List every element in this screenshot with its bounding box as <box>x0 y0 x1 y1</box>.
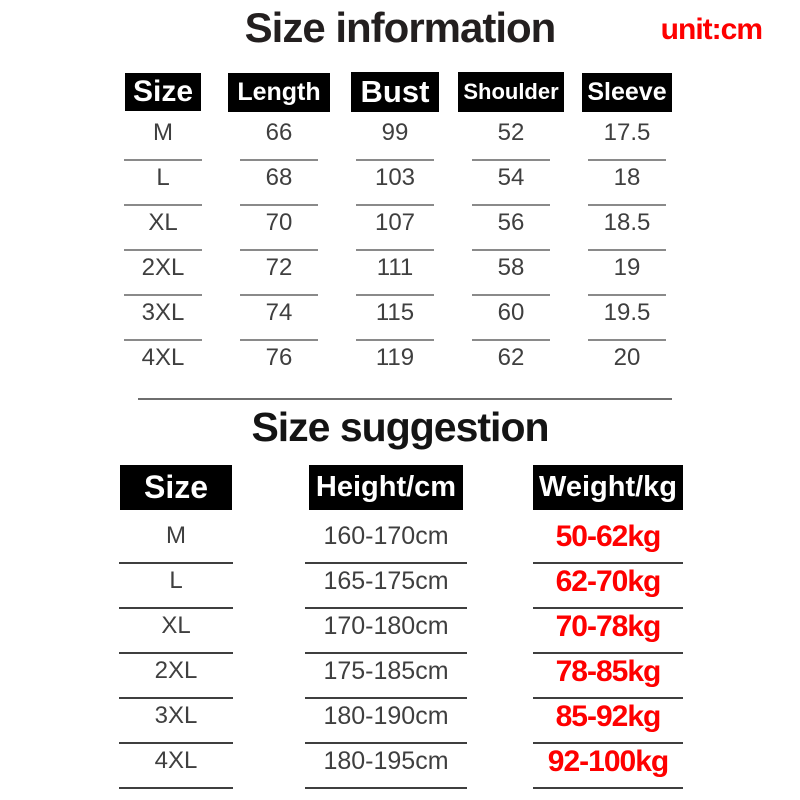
column-header-cell <box>337 68 453 116</box>
table-cell <box>569 206 685 251</box>
column-header-shoulder: Shoulder <box>458 72 563 112</box>
cell-value: 170-180cm <box>323 612 449 640</box>
table-cell <box>453 251 569 296</box>
size-information-header <box>0 0 800 62</box>
row-divider <box>305 787 467 789</box>
cell-value: 60 <box>497 299 525 326</box>
table-cell <box>528 564 688 609</box>
cell-value: 76 <box>265 344 293 371</box>
cell-value: M <box>153 119 173 146</box>
cell-value: 165-175cm <box>323 567 449 595</box>
cell-value: 115 <box>375 299 415 326</box>
column-header-weight: Weight/kg <box>533 465 683 510</box>
cell-value: 103 <box>374 164 416 191</box>
table-cell <box>105 341 221 386</box>
table-cell <box>221 116 337 161</box>
table-cell <box>337 116 453 161</box>
table-cell <box>108 564 244 609</box>
column-header-cell <box>569 68 685 116</box>
table-cell <box>108 744 244 789</box>
column-header-size: Size <box>125 73 201 111</box>
size-information-table <box>105 68 685 386</box>
table-cell <box>528 519 688 564</box>
cell-value: 4XL <box>141 344 185 371</box>
cell-value: 92-100kg <box>547 745 669 778</box>
row-divider <box>119 787 233 789</box>
cell-value: 56 <box>497 209 525 236</box>
table-cell <box>337 341 453 386</box>
table-cell <box>108 609 244 654</box>
cell-value: XL <box>148 209 178 236</box>
cell-value: 52 <box>497 119 525 146</box>
table-cell <box>105 161 221 206</box>
column-header-cell <box>105 68 221 116</box>
table-cell <box>105 251 221 296</box>
cell-value: 72 <box>265 254 293 281</box>
cell-value: 160-170cm <box>323 522 449 550</box>
table-cell <box>244 609 528 654</box>
table-cell <box>244 699 528 744</box>
table-cell <box>337 251 453 296</box>
cell-value: M <box>166 522 186 549</box>
column-header-size: Size <box>120 465 232 510</box>
cell-value: 111 <box>376 254 414 281</box>
table-cell <box>337 296 453 341</box>
table-cell <box>569 341 685 386</box>
table-cell <box>453 206 569 251</box>
table-cell <box>244 564 528 609</box>
cell-value: 19 <box>613 254 641 281</box>
cell-value: 4XL <box>154 747 198 774</box>
cell-value: 50-62kg <box>555 520 661 553</box>
column-header-bust: Bust <box>351 72 440 112</box>
cell-value: 2XL <box>154 657 198 684</box>
cell-value: XL <box>161 612 191 639</box>
table-cell <box>528 699 688 744</box>
table-cell <box>569 116 685 161</box>
cell-value: 54 <box>497 164 525 191</box>
table-cell <box>105 296 221 341</box>
cell-value: L <box>169 567 183 594</box>
cell-value: 74 <box>265 299 293 326</box>
cell-value: 18.5 <box>603 209 651 236</box>
table-cell <box>105 206 221 251</box>
cell-value: 17.5 <box>603 119 651 146</box>
cell-value: 20 <box>613 344 641 371</box>
section-divider <box>138 398 672 400</box>
cell-value: 3XL <box>141 299 185 326</box>
table-cell <box>108 699 244 744</box>
table-cell <box>453 341 569 386</box>
column-header-cell <box>244 461 528 513</box>
column-header-sleeve: Sleeve <box>582 73 671 112</box>
cell-value: 70 <box>265 209 293 236</box>
cell-value: 66 <box>265 119 293 146</box>
table-cell <box>569 161 685 206</box>
cell-value: 99 <box>381 119 409 146</box>
table-cell <box>528 744 688 789</box>
cell-value: L <box>156 164 170 191</box>
cell-value: 175-185cm <box>323 657 449 685</box>
table-cell <box>453 161 569 206</box>
table-cell <box>569 296 685 341</box>
size-suggestion-table <box>108 461 688 789</box>
table-cell <box>108 654 244 699</box>
cell-value: 85-92kg <box>555 700 661 733</box>
table-cell <box>244 744 528 789</box>
table-cell <box>221 296 337 341</box>
table-cell <box>453 116 569 161</box>
cell-value: 18 <box>613 164 641 191</box>
cell-value: 78-85kg <box>555 655 661 688</box>
cell-value: 3XL <box>154 702 198 729</box>
cell-value: 107 <box>374 209 416 236</box>
column-header-cell <box>528 461 688 513</box>
table-cell <box>244 519 528 564</box>
cell-value: 68 <box>265 164 293 191</box>
cell-value: 180-190cm <box>323 702 449 730</box>
size-suggestion-rows <box>108 519 688 789</box>
table-cell <box>528 654 688 699</box>
table-cell <box>221 251 337 296</box>
cell-value: 2XL <box>141 254 185 281</box>
table-cell <box>337 206 453 251</box>
cell-value: 180-195cm <box>323 747 449 775</box>
cell-value: 70-78kg <box>555 610 661 643</box>
cell-value: 58 <box>497 254 525 281</box>
table-cell <box>108 519 244 564</box>
table-cell <box>453 296 569 341</box>
column-header-cell <box>221 68 337 116</box>
table-cell <box>528 609 688 654</box>
table-cell <box>105 116 221 161</box>
cell-value: 119 <box>375 344 415 371</box>
row-divider <box>533 787 683 789</box>
cell-value: 62-70kg <box>555 565 661 598</box>
size-information-title: Size information <box>244 4 556 51</box>
column-header-length: Length <box>228 73 329 112</box>
table-cell <box>221 341 337 386</box>
size-suggestion-title: Size suggestion <box>251 404 549 450</box>
table-cell <box>221 161 337 206</box>
cell-value: 19.5 <box>603 299 651 326</box>
table-cell <box>244 654 528 699</box>
table-cell <box>337 161 453 206</box>
column-header-cell <box>453 68 569 116</box>
column-header-height: Height/cm <box>309 465 463 510</box>
cell-value: 62 <box>497 344 525 371</box>
table-cell <box>569 251 685 296</box>
table-cell <box>221 206 337 251</box>
column-header-cell <box>108 461 244 513</box>
unit-label: unit:cm <box>660 13 762 46</box>
